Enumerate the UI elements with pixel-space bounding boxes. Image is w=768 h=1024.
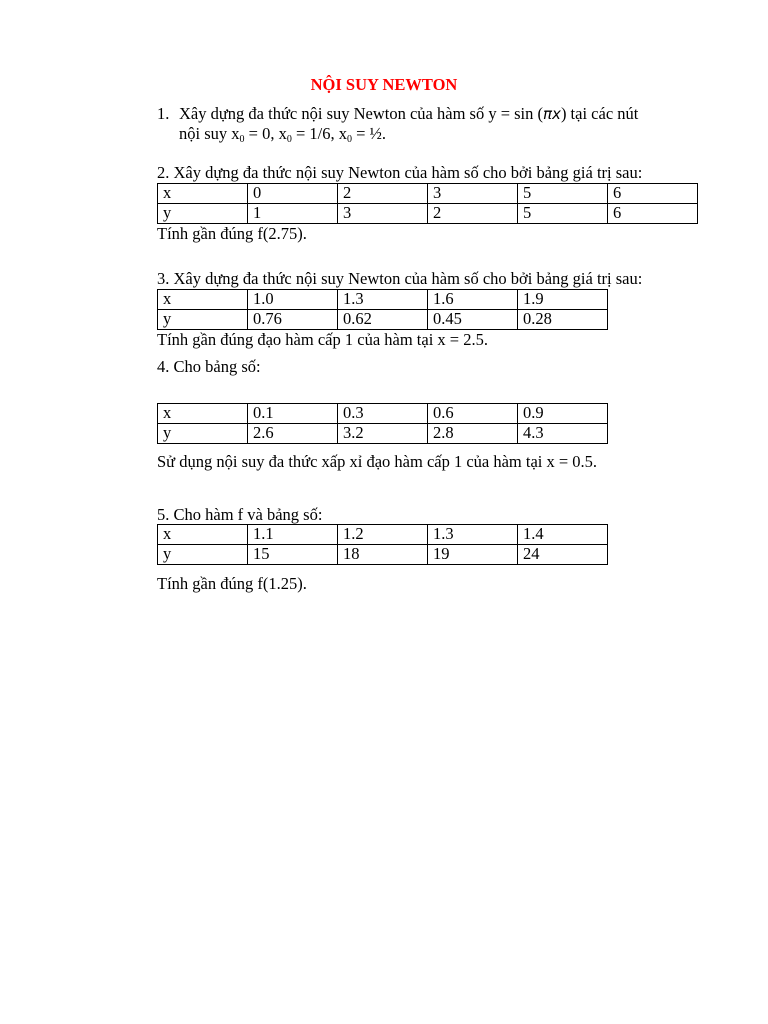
table-cell: 1.4: [518, 525, 608, 545]
table-cell: 0.45: [428, 310, 518, 330]
table-row: [158, 310, 608, 330]
table-cell: 2: [428, 204, 518, 224]
table-row: [158, 184, 698, 204]
q1-number: 1.: [157, 104, 170, 123]
q4-footer: Sử dụng nội suy đa thức xấp xỉ đạo hàm cấp 1 của hàm tại x = 0.5.: [157, 452, 598, 471]
pi-x-symbol: πx: [543, 105, 561, 123]
q3-heading: 3. Xây dựng đa thức nội suy Newton của hàm số cho bởi bảng giá trị sau:: [157, 269, 643, 288]
table-cell: x: [158, 525, 248, 545]
table-cell: x: [158, 184, 248, 204]
table-row: [158, 424, 608, 444]
table-cell: x: [158, 404, 248, 424]
q1-line1-text: Xây dựng đa thức nội suy Newton của hàm số y = sin (: [179, 104, 544, 123]
table-cell: 6: [608, 184, 698, 204]
subscript-0: 0: [286, 134, 292, 145]
table-cell: y: [158, 204, 248, 224]
table-cell: 15: [248, 545, 338, 565]
table-cell: 6: [608, 204, 698, 224]
table-cell: 5: [518, 204, 608, 224]
table-cell: 2.6: [248, 424, 338, 444]
table-cell: 0: [248, 184, 338, 204]
q4-heading: 4. Cho bảng số:: [157, 357, 261, 376]
q3-table: [157, 289, 608, 330]
table-row: [158, 545, 608, 565]
table-cell: 1.9: [518, 290, 608, 310]
document-title: NỘI SUY NEWTON: [310, 75, 458, 94]
table-cell: 18: [338, 545, 428, 565]
table-cell: 2: [338, 184, 428, 204]
table-cell: 1.6: [428, 290, 518, 310]
table-cell: 1.1: [248, 525, 338, 545]
q5-footer: Tính gần đúng f(1.25).: [157, 574, 307, 593]
table-cell: y: [158, 424, 248, 444]
table-cell: y: [158, 545, 248, 565]
table-cell: 1: [248, 204, 338, 224]
q2-heading: 2. Xây dựng đa thức nội suy Newton của hàm số cho bởi bảng giá trị sau:: [157, 163, 643, 182]
table-cell: 19: [428, 545, 518, 565]
table-cell: 1.3: [428, 525, 518, 545]
subscript-0: 0: [346, 134, 352, 145]
q1-line1-tail: ) tại các nút: [560, 104, 639, 123]
table-cell: 0.28: [518, 310, 608, 330]
q1-line2-part-c: = 1/6, x: [291, 124, 347, 143]
table-cell: 3: [428, 184, 518, 204]
q1-line2-part-b: = 0, x: [244, 124, 287, 143]
table-cell: 1.3: [338, 290, 428, 310]
table-cell: 1.0: [248, 290, 338, 310]
table-cell: 0.3: [338, 404, 428, 424]
q4-table: [157, 403, 608, 444]
table-cell: 4.3: [518, 424, 608, 444]
q1-line2: [179, 124, 386, 143]
table-cell: 0.9: [518, 404, 608, 424]
q1-line1: [179, 104, 695, 124]
table-cell: 0.1: [248, 404, 338, 424]
table-cell: 1.2: [338, 525, 428, 545]
table-row: [158, 204, 698, 224]
table-cell: 3.2: [338, 424, 428, 444]
table-cell: y: [158, 310, 248, 330]
q2-footer: Tính gần đúng f(2.75).: [157, 224, 307, 243]
table-cell: x: [158, 290, 248, 310]
q1-line2-part-d: = ½.: [351, 124, 387, 143]
table-cell: 24: [518, 545, 608, 565]
table-row: [158, 404, 608, 424]
q5-heading: 5. Cho hàm f và bảng số:: [157, 505, 323, 524]
subscript-0: 0: [239, 134, 245, 145]
table-cell: 5: [518, 184, 608, 204]
q3-footer: Tính gần đúng đạo hàm cấp 1 của hàm tại x = 2.5.: [157, 330, 488, 349]
table-cell: 3: [338, 204, 428, 224]
q1-line2-part-a: nội suy x: [179, 124, 240, 143]
table-cell: 2.8: [428, 424, 518, 444]
table-row: [158, 525, 608, 545]
q2-table: [157, 183, 698, 224]
table-cell: 0.6: [428, 404, 518, 424]
q5-table: [157, 524, 608, 565]
table-row: [158, 290, 608, 310]
table-cell: 0.76: [248, 310, 338, 330]
table-cell: 0.62: [338, 310, 428, 330]
